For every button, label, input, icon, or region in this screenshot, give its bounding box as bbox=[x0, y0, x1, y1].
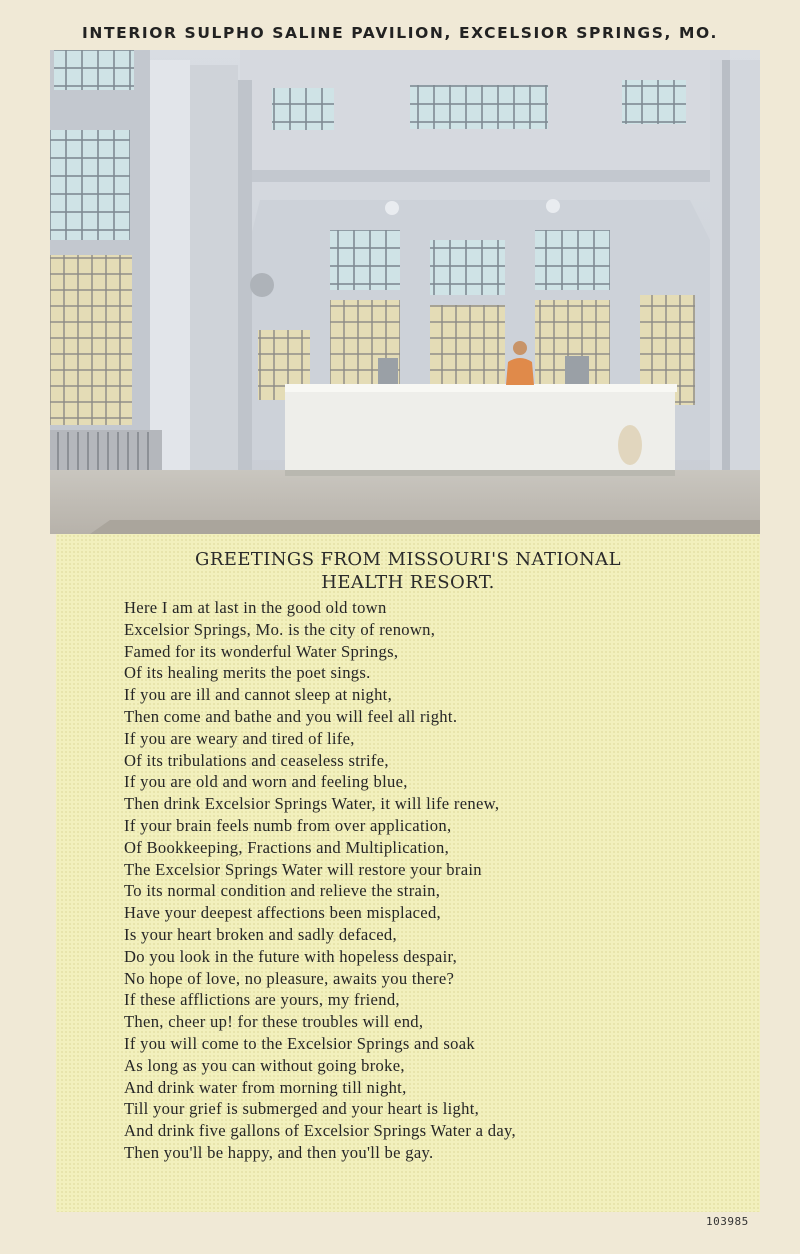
poem-line: Then, cheer up! for these troubles will end, bbox=[124, 1012, 424, 1032]
poem-line: The Excelsior Springs Water will restore your brain bbox=[124, 859, 482, 879]
poem-line: Is your heart broken and sadly defaced, bbox=[124, 924, 397, 944]
poem-line: If you are ill and cannot sleep at night, bbox=[124, 685, 393, 705]
poem-line: Have your deepest affections been misplaced, bbox=[124, 903, 441, 923]
poem-line: Then you'll be happy, and then you'll be gay. bbox=[124, 1142, 434, 1162]
greeting-title-line: HEALTH RESORT. bbox=[321, 572, 495, 593]
postcard-caption: INTERIOR SULPHO SALINE PAVILION, EXCELSIOR SPRINGS, MO. bbox=[82, 24, 718, 42]
poem-line: Of its healing merits the poet sings. bbox=[124, 663, 371, 683]
poem-line: If you are weary and tired of life, bbox=[124, 728, 355, 748]
poem-line: If these afflictions are yours, my friend, bbox=[124, 990, 400, 1010]
poem-line: To its normal condition and relieve the strain, bbox=[124, 881, 441, 901]
poem-line: Excelsior Springs, Mo. is the city of renown, bbox=[124, 619, 436, 639]
poem-line: Of Bookkeeping, Fractions and Multiplication, bbox=[124, 837, 450, 857]
poem-line: If you are old and worn and feeling blue, bbox=[124, 772, 408, 792]
greeting-panel bbox=[56, 534, 760, 1212]
poem-line: And drink five gallons of Excelsior Springs Water a day, bbox=[124, 1121, 516, 1141]
poem-line: As long as you can without going broke, bbox=[124, 1055, 405, 1075]
poem-line: Then drink Excelsior Springs Water, it will life renew, bbox=[124, 794, 500, 814]
poem-line: Famed for its wonderful Water Springs, bbox=[124, 641, 399, 661]
catalog-number: 103985 bbox=[706, 1215, 749, 1228]
pavilion-photo bbox=[50, 50, 760, 534]
poem-line: If you will come to the Excelsior Springs and soak bbox=[124, 1033, 475, 1053]
poem-line: Do you look in the future with hopeless despair, bbox=[124, 946, 458, 966]
poem-line: Till your grief is submerged and your heart is light, bbox=[124, 1099, 480, 1119]
poem-line: If your brain feels numb from over application, bbox=[124, 815, 452, 835]
poem bbox=[124, 597, 744, 1164]
poem-line: And drink water from morning till night, bbox=[124, 1077, 407, 1097]
poem-line: No hope of love, no pleasure, awaits you there? bbox=[124, 968, 455, 988]
poem-line: Then come and bathe and you will feel all right. bbox=[124, 706, 458, 726]
poem-line: Here I am at last in the good old town bbox=[124, 598, 387, 617]
greeting-title-line: GREETINGS FROM MISSOURI'S NATIONAL bbox=[195, 549, 621, 570]
poem-line: Of its tribulations and ceaseless strife, bbox=[124, 750, 389, 770]
greeting-title bbox=[56, 548, 760, 594]
